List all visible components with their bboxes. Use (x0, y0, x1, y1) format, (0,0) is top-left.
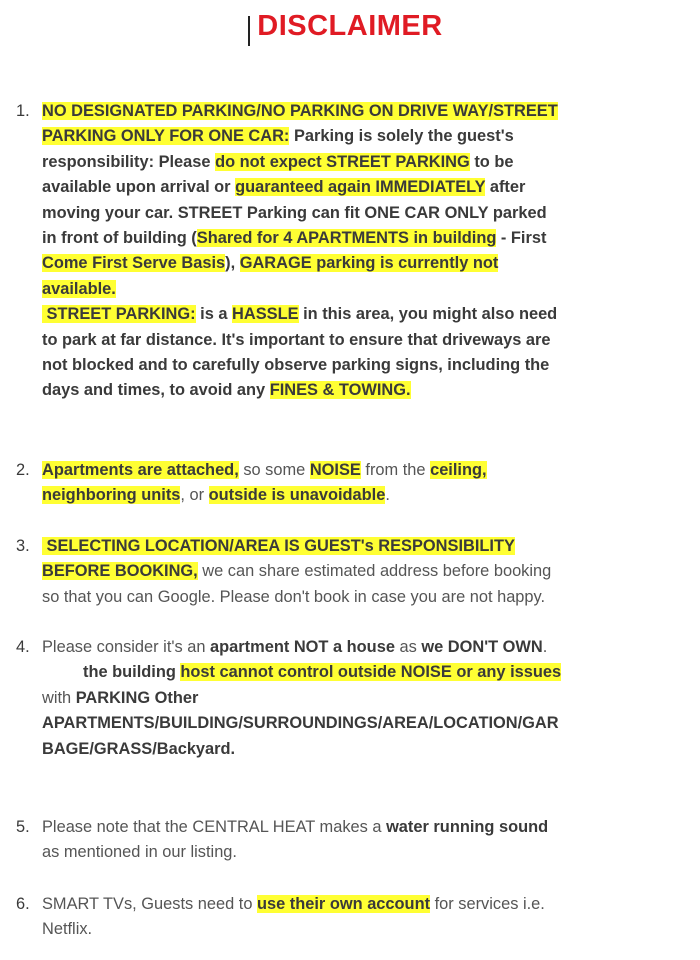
text-line (42, 815, 696, 840)
text-line (42, 660, 696, 685)
text-segment: as (394, 638, 422, 656)
text-segment: moving your car. STREET Parking can fit ONE CAR ONLY parked (42, 203, 547, 222)
list-item-text (42, 815, 696, 866)
text-line (42, 124, 696, 149)
list-number: 1. (16, 102, 30, 120)
text-segment: available upon arrival or (42, 178, 236, 197)
text-line (42, 686, 696, 711)
highlighted-text: GARAGE parking is currently not (239, 254, 499, 273)
highlighted-text: Shared for 4 APARTMENTS in building (196, 229, 497, 248)
text-segment: SMART TVs, Guests need to (42, 895, 257, 913)
text-line (42, 302, 696, 327)
text-segment: as mentioned in our listing. (42, 843, 237, 862)
highlighted-text: SELECTING LOCATION/AREA IS GUEST's RESPONSIBILITY (42, 537, 515, 555)
text-line (42, 353, 696, 378)
text-line (42, 458, 696, 483)
highlighted-text: HASSLE (232, 305, 299, 324)
text-line (42, 711, 696, 736)
text-line (42, 328, 696, 353)
list-item-text (42, 458, 696, 509)
text-line (42, 559, 696, 584)
text-segment: - First (496, 229, 547, 248)
text-line (42, 840, 696, 865)
text-segment: so some (238, 461, 310, 479)
text-segment: to park at far distance. It's important to ensure that driveways are (42, 330, 551, 349)
highlighted-text: host cannot control outside NOISE or any issues (180, 663, 562, 682)
highlighted-text: STREET PARKING: (42, 305, 196, 324)
list-item-text (42, 892, 696, 943)
list-number: 4. (16, 638, 30, 656)
list-item-text (42, 534, 696, 610)
text-segment: Netflix. (42, 920, 93, 939)
list-number: 5. (16, 818, 30, 836)
text-segment: with (42, 688, 76, 707)
text-segment: in front of building ( (42, 229, 197, 248)
text-line (42, 917, 696, 942)
list-number: 3. (16, 537, 30, 555)
text-line (42, 99, 696, 124)
text-line (42, 150, 696, 175)
highlighted-text: outside is unavoidable (208, 486, 386, 505)
text-segment: PARKING Other (75, 688, 199, 707)
highlighted-text: available. (42, 279, 116, 298)
text-segment: Please note that the CENTRAL HEAT makes a (42, 818, 387, 836)
text-line (42, 585, 696, 610)
list-item-noise (16, 458, 696, 509)
list-item-tv (16, 892, 696, 943)
list-number: 6. (16, 895, 30, 913)
text-line (42, 175, 696, 200)
highlighted-text: Apartments are attached, (42, 461, 239, 479)
text-segment: BAGE/GRASS/Backyard. (42, 739, 236, 758)
highlighted-text: neighboring units (42, 486, 181, 505)
text-segment: APARTMENTS/BUILDING/SURROUNDINGS/AREA/LOCATION/GAR (42, 714, 559, 733)
text-line (42, 378, 696, 403)
text-segment: Please consider it's an (42, 638, 211, 656)
list-item-heat (16, 815, 696, 866)
text-segment: for services i.e. (430, 895, 545, 913)
text-line (42, 635, 696, 660)
text-segment: in this area, you might also need (298, 305, 558, 324)
text-segment: apartment NOT a house (210, 638, 395, 656)
list-item-parking (16, 99, 696, 404)
text-segment: water running sound (386, 818, 549, 836)
highlighted-text: guaranteed again IMMEDIATELY (235, 178, 486, 197)
text-line (42, 892, 696, 917)
text-segment: . (385, 486, 390, 505)
text-line (42, 226, 696, 251)
text-line (42, 483, 696, 508)
text-segment: Parking is solely the guest's (289, 127, 514, 146)
highlighted-text: NO DESIGNATED PARKING/NO PARKING ON DRIVE WAY/STREET (42, 102, 558, 120)
highlighted-text: PARKING ONLY FOR ONE CAR: (42, 127, 290, 146)
list-number: 2. (16, 461, 30, 479)
text-segment: not blocked and to carefully observe parking signs, including the (42, 356, 550, 375)
highlighted-text: BEFORE BOOKING, (42, 562, 198, 581)
list-item-apartment (16, 635, 696, 762)
text-segment: , or (180, 486, 209, 505)
list-item-text (42, 635, 696, 762)
text-segment: we DON'T OWN (421, 638, 543, 656)
highlighted-text: do not expect STREET PARKING (215, 152, 470, 171)
list-item-text (42, 99, 696, 404)
text-segment: from the (360, 461, 431, 479)
text-segment: is a (195, 305, 233, 324)
text-segment: ), (225, 254, 240, 273)
text-line (42, 277, 696, 302)
text-line (42, 251, 696, 276)
text-line (42, 534, 696, 559)
document-title: DISCLAIMER (257, 10, 443, 42)
text-segment: the building (42, 663, 181, 682)
highlighted-text: NOISE (309, 461, 361, 479)
text-segment: responsibility: Please (42, 152, 216, 171)
text-line (42, 737, 696, 762)
text-segment: days and times, to avoid any (42, 381, 270, 400)
text-segment: we can share estimated address before booking (197, 562, 552, 581)
highlighted-text: use their own account (257, 895, 431, 913)
list-item-location (16, 534, 696, 610)
highlighted-text: FINES & TOWING. (269, 381, 411, 400)
text-line (42, 201, 696, 226)
text-segment: so that you can Google. Please don't book in case you are not happy. (42, 587, 546, 606)
text-segment: after (485, 178, 526, 197)
text-segment: to be (469, 152, 514, 171)
highlighted-text: Come First Serve Basis (42, 254, 226, 273)
text-cursor (248, 16, 250, 46)
highlighted-text: ceiling, (430, 461, 487, 479)
text-segment: . (542, 638, 548, 656)
